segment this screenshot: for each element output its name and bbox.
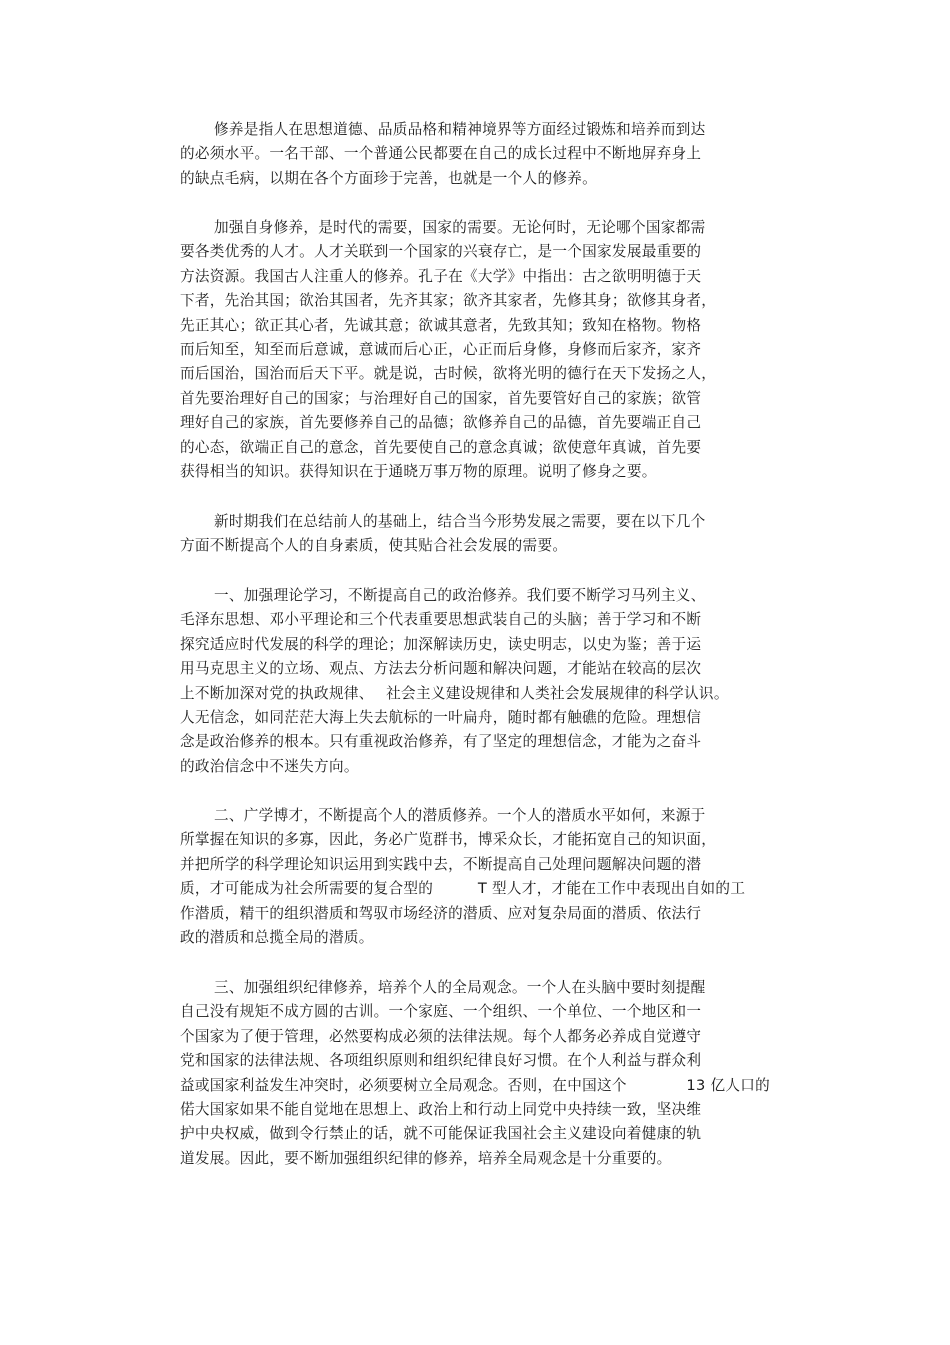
text-line: 用马克思主义的立场、观点、方法去分析问题和解决问题，才能站在较高的层次 <box>180 660 702 678</box>
text-line: 的缺点毛病，以期在各个方面珍于完善，也就是一个人的修养。 <box>180 169 598 187</box>
paragraph-potential-cultivation <box>180 804 780 950</box>
paragraph-discipline-cultivation <box>180 976 780 1171</box>
text-line: 政的潜质和总揽全局的潜质。 <box>180 928 374 946</box>
text-line: 的心态，欲端正自己的意念，首先要使自己的意念真诚；欲使意年真诚，首先要 <box>180 438 702 456</box>
text-line: 作潜质，精干的组织潜质和驾驭市场经济的潜质、应对复杂局面的潜质、依法行 <box>180 904 702 922</box>
text-line: 首先要治理好自己的国家；与治理好自己的国家，首先要管好自己的家族；欲管 <box>180 389 702 407</box>
text-line: 二、广学博才，不断提高个人的潜质修养。一个人的潜质水平如何，来源于 <box>214 807 706 824</box>
text-line: 的必须水平。一名干部、一个普通公民都要在自己的成长过程中不断地屏弃身上 <box>180 145 702 163</box>
text-line: 方法资源。我国古人注重人的修养。孔子在《大学》中指出：古之欲明明德于天 <box>180 267 702 285</box>
text-line: 先正其心；欲正其心者，先诚其意；欲诚其意者，先致其知；致知在格物。物格 <box>180 316 702 334</box>
paragraph-new-era <box>180 510 780 559</box>
text-line: 念是政治修养的根本。只有重视政治修养，有了坚定的理想信念，才能为之奋斗 <box>180 733 702 751</box>
text-line: 的政治信念中不迷失方向。 <box>180 757 359 775</box>
paragraph-definition <box>180 118 780 191</box>
text-line: 自己没有规矩不成方圆的古训。一个家庭、一个组织、一个单位、一个地区和一 <box>180 1003 702 1021</box>
text-line: 护中央权威，做到令行禁止的话，就不可能保证我国社会主义建设向着健康的轨 <box>180 1125 702 1143</box>
text-line: 一、加强理论学习，不断提高自己的政治修养。我们要不断学习马列主义、 <box>214 587 706 604</box>
text-line: 人无信念，如同茫茫大海上失去航标的一叶扁舟，随时都有触礁的危险。理想信 <box>180 708 702 726</box>
text-line: 方面不断提高个人的自身素质，使其贴合社会发展的需要。 <box>180 537 568 555</box>
text-line: 偌大国家如果不能自觉地在思想上、政治上和行动上同党中央持续一致，坚决维 <box>180 1100 702 1118</box>
text-line: 党和国家的法律法规、各项组织原则和组织纪律良好习惯。在个人利益与群众利 <box>180 1052 702 1070</box>
paragraph-political-cultivation <box>180 584 780 779</box>
text-line: 毛泽东思想、邓小平理论和三个代表重要思想武装自己的头脑；善于学习和不断 <box>180 611 702 629</box>
paragraph-self-cultivation <box>180 216 780 484</box>
text-line: 要各类优秀的人才。人才关联到一个国家的兴衰存亡，是一个国家发展最重要的 <box>180 243 702 261</box>
text-line: 益或国家利益发生冲突时，必须要树立全局观念。否则，在中国这个 13 亿人口的 <box>180 1076 771 1094</box>
text-line: 三、加强组织纪律修养，培养个人的全局观念。一个人在头脑中要时刻提醒 <box>214 979 706 996</box>
text-line: 道发展。因此，要不断加强组织纪律的修养，培养全局观念是十分重要的。 <box>180 1149 672 1167</box>
text-line: 而后知至，知至而后意诚，意诚而后心正，心正而后身修，身修而后家齐，家齐 <box>180 340 702 358</box>
text-line: 探究适应时代发展的科学的理论；加深解读历史，读史明志，以史为鉴；善于运 <box>180 635 702 653</box>
text-line: 理好自己的家族，首先要修养自己的品德；欲修养自己的品德，首先要端正自己 <box>180 414 702 432</box>
text-line: 个国家为了便于管理，必然要构成必须的法律法规。每个人都务必养成自觉遵守 <box>180 1027 702 1045</box>
text-line: 修养是指人在思想道德、品质品格和精神境界等方面经过锻炼和培养而到达 <box>214 121 706 138</box>
text-line: 并把所学的科学理论知识运用到实践中去，不断提高自己处理问题解决问题的潜 <box>180 855 702 873</box>
text-line: 质，才可能成为社会所需要的复合型的 T 型人才，才能在工作中表现出自如的工 <box>180 880 746 898</box>
text-line: 下者，先治其国；欲治其国者，先齐其家；欲齐其家者，先修其身；欲修其身者， <box>180 292 717 310</box>
text-line: 上不断加深对党的执政规律、 社会主义建设规律和人类社会发展规律的科学认识。 <box>180 684 729 702</box>
text-line: 新时期我们在总结前人的基础上，结合当今形势发展之需要，要在以下几个 <box>214 513 706 530</box>
text-line: 加强自身修养，是时代的需要，国家的需要。无论何时，无论哪个国家都需 <box>214 219 706 236</box>
text-line: 所掌握在知识的多寡，因此，务必广览群书，博采众长，才能拓宽自己的知识面， <box>180 831 717 849</box>
text-line: 而后国治，国治而后天下平。就是说，古时候，欲将光明的德行在天下发扬之人， <box>180 365 717 383</box>
text-line: 获得相当的知识。获得知识在于通晓万事万物的原理。说明了修身之要。 <box>180 462 657 480</box>
